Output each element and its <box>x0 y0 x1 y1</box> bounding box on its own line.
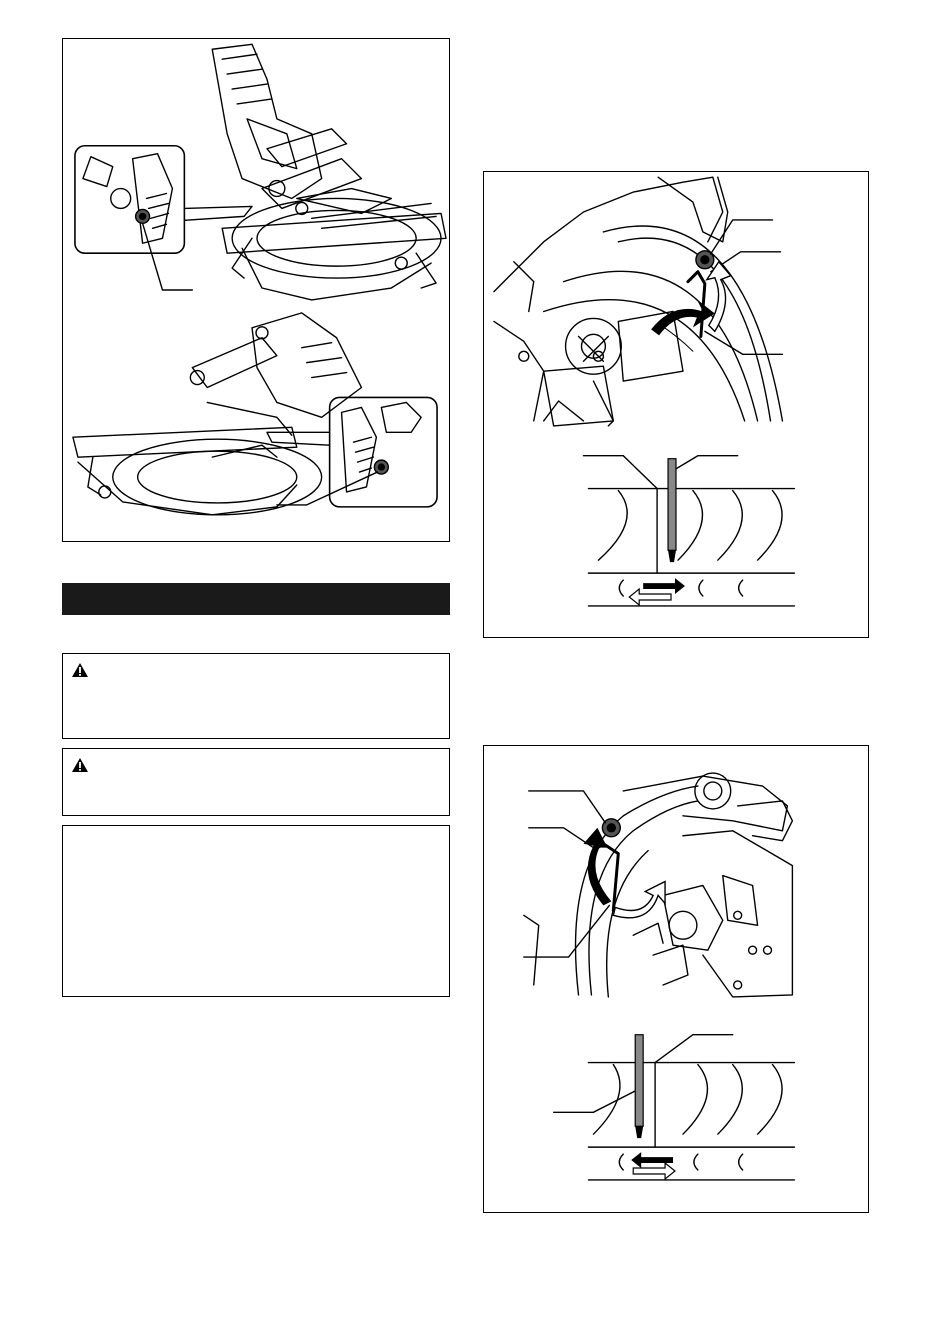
section-heading-bar <box>62 583 450 615</box>
figure-left-bevel-adjustment-drawing <box>484 172 868 637</box>
figure-right-bevel-adjustment <box>483 745 869 1213</box>
note-box <box>62 825 450 997</box>
figure-left-bevel-adjustment <box>483 171 869 638</box>
figure-saw-bevel-stop-drawing <box>63 39 449 541</box>
warning-header-2 <box>71 757 97 773</box>
warning-header-1 <box>71 662 97 678</box>
figure-saw-bevel-stop <box>62 38 450 542</box>
warning-triangle-icon <box>71 662 89 678</box>
warning-box-2 <box>62 748 450 816</box>
figure-right-bevel-adjustment-drawing <box>484 746 868 1212</box>
warning-box-1 <box>62 653 450 739</box>
warning-triangle-icon <box>71 757 89 773</box>
